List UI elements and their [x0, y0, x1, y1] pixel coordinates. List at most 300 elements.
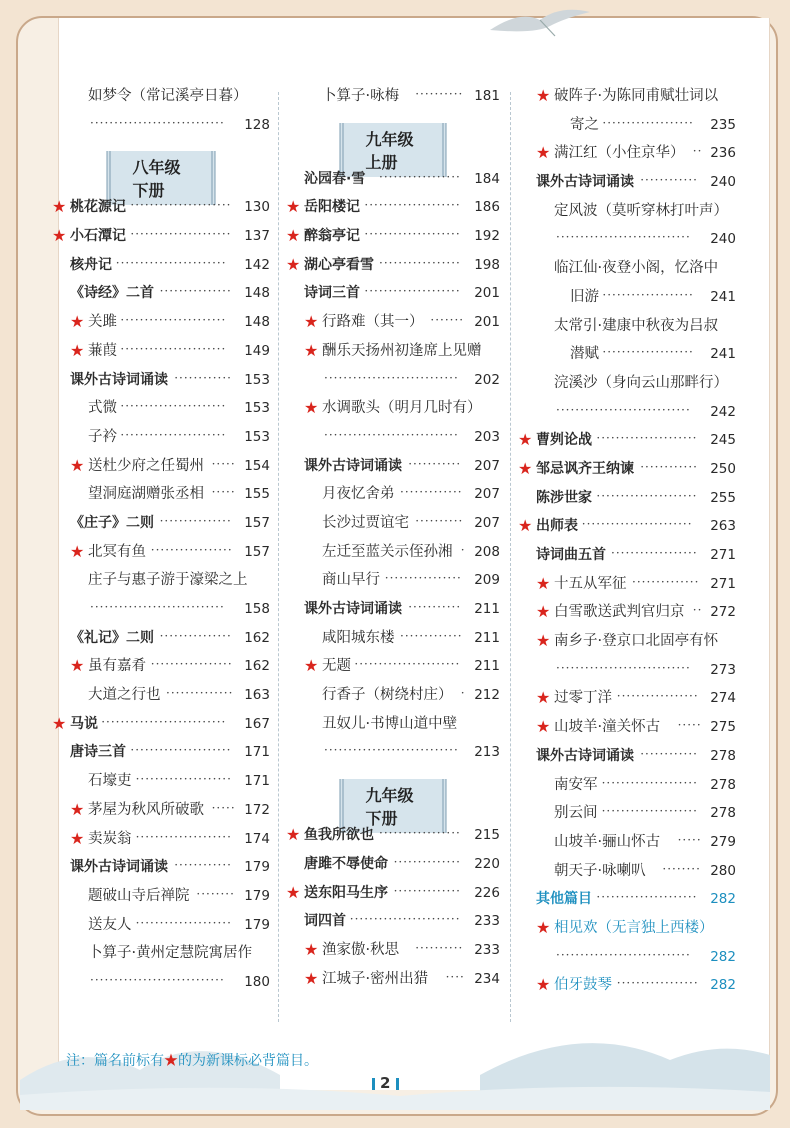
toc-entry-page: 271 [710, 575, 736, 592]
star-icon: ★ [304, 939, 319, 959]
star-icon: ★ [286, 825, 301, 845]
toc-entry[interactable] [52, 111, 270, 140]
toc-entry[interactable] [286, 710, 500, 739]
toc-entry[interactable] [286, 738, 500, 767]
toc-entry[interactable] [518, 312, 736, 341]
star-icon: ★ [286, 882, 301, 902]
toc-entry[interactable] [52, 681, 270, 710]
toc-entry[interactable] [518, 283, 736, 312]
toc-entry-title: 临江仙·夜登小阁，忆洛中 [554, 260, 719, 277]
leader-dots: ················· [379, 826, 461, 841]
toc-entry[interactable] [518, 340, 736, 369]
toc-entry[interactable] [518, 914, 736, 943]
toc-entry-page: 273 [710, 661, 736, 678]
section-banner [52, 145, 270, 201]
toc-entry[interactable] [286, 965, 500, 994]
toc-entry[interactable] [286, 538, 500, 567]
leader-dots: ··············· [159, 513, 232, 528]
section-banner [286, 117, 500, 172]
footer-note-prefix: 注：篇名前标有 [66, 1053, 164, 1069]
toc-entry[interactable] [52, 251, 270, 280]
toc-entry-page: 282 [710, 948, 736, 965]
toc-entry-page: 234 [474, 970, 500, 987]
toc-entry-page: 278 [710, 747, 736, 764]
toc-entry[interactable] [52, 279, 270, 308]
toc-entry-title: 月夜忆舍弟 [322, 486, 395, 503]
toc-entry-title: 核舟记 [70, 256, 112, 273]
star-icon: ★ [304, 656, 319, 676]
leader-dots: ················· [150, 542, 233, 557]
toc-entry-title: 长沙过贾谊宅 [322, 514, 409, 531]
toc-entry-title: 送友人 [88, 916, 132, 933]
toc-entry-title: 岳阳楼记 [304, 199, 360, 216]
toc-entry-title: 送杜少府之任蜀州 [88, 457, 204, 474]
toc-entry-title: 卖炭翁 [88, 830, 132, 847]
star-icon: ★ [536, 143, 551, 163]
toc-entry[interactable] [286, 193, 500, 222]
toc-entry-page: 179 [244, 859, 270, 876]
toc-entry-title: 山坡羊·骊山怀古 [554, 833, 661, 850]
page-number-bar-right [396, 1078, 399, 1090]
leader-dots: ················ [384, 571, 462, 586]
toc-entry-page: 263 [710, 518, 736, 535]
leader-dots: ··········· [408, 456, 462, 471]
star-icon: ★ [536, 688, 551, 708]
toc-entry[interactable] [518, 369, 736, 398]
toc-entry[interactable] [286, 423, 500, 452]
star-icon: ★ [536, 975, 551, 995]
footer-note-suffix: 的为新课标必背篇目。 [178, 1053, 318, 1069]
toc-entry-page: 171 [244, 773, 270, 790]
toc-entry-page: 208 [474, 543, 500, 560]
leader-dots: ···················· [364, 227, 461, 242]
toc-entry-page: 212 [474, 687, 500, 704]
toc-entry[interactable] [52, 738, 270, 767]
toc-entry[interactable] [52, 222, 270, 251]
star-icon: ★ [164, 1053, 178, 1069]
toc-entry[interactable] [286, 624, 500, 653]
toc-entry-title: 商山早行 [322, 572, 380, 589]
leader-dots: ······················· [115, 255, 227, 270]
toc-entry-title: 过零丁洋 [554, 690, 612, 707]
toc-entry-page: 186 [474, 199, 500, 216]
leader-dots: ·········· [415, 87, 464, 101]
toc-entry-title: 石壕吏 [88, 773, 132, 790]
toc-entry-title: 满江红（小住京华） [554, 145, 685, 162]
toc-entry-page: 137 [244, 228, 270, 245]
toc-entry[interactable] [52, 366, 270, 395]
toc-entry[interactable] [52, 796, 270, 825]
toc-entry-page: 220 [474, 855, 500, 872]
leader-dots: ················· [616, 976, 699, 991]
toc-entry-title: 湖心亭看雪 [304, 256, 374, 273]
leader-dots: ···················· [601, 804, 698, 819]
toc-entry-page: 279 [710, 833, 736, 850]
toc-entry-page: 157 [244, 514, 270, 531]
toc-entry-page: 179 [244, 916, 270, 933]
toc-entry[interactable] [286, 337, 500, 366]
toc-entry-page: 179 [244, 887, 270, 904]
toc-entry[interactable] [52, 308, 270, 337]
star-icon: ★ [70, 828, 85, 848]
toc-entry[interactable] [518, 656, 736, 685]
toc-entry-title: 无题 [322, 658, 351, 675]
toc-entry-title: 南乡子·登京口北固亭有怀 [554, 633, 719, 650]
toc-entry-page: 162 [244, 629, 270, 646]
leader-dots: ······················· [349, 912, 461, 927]
toc-entry[interactable] [52, 710, 270, 739]
leader-dots: ·········· [415, 513, 464, 528]
toc-entry-title: 相见欢（无言独上西楼） [554, 919, 714, 936]
toc-entry[interactable] [52, 882, 270, 911]
leader-dots: ········ [662, 861, 701, 876]
toc-entry[interactable] [518, 168, 736, 197]
toc-entry[interactable] [518, 254, 736, 283]
leader-dots: ······················· [581, 517, 693, 532]
toc-entry[interactable] [518, 111, 736, 140]
leader-dots: ··················· [602, 345, 694, 360]
toc-entry[interactable] [286, 366, 500, 395]
toc-entry[interactable] [286, 879, 500, 908]
toc-entry-page: 202 [474, 371, 500, 388]
toc-entry[interactable] [518, 197, 736, 226]
toc-entry[interactable] [518, 742, 736, 771]
toc-entry[interactable] [286, 509, 500, 538]
leader-dots: ·· [692, 144, 703, 159]
toc-entry[interactable] [286, 681, 500, 710]
toc-entry-page: 211 [474, 629, 500, 646]
toc-entry-title: 题破山寺后禅院 [88, 887, 190, 904]
toc-entry[interactable] [52, 939, 270, 968]
toc-entry-page: 209 [474, 572, 500, 589]
toc-entry-title: 十五从军征 [554, 575, 627, 592]
leader-dots: ··················· [602, 287, 694, 302]
star-icon: ★ [70, 799, 85, 819]
toc-entry-page: 207 [474, 457, 500, 474]
toc-entry-page: 271 [710, 547, 736, 563]
toc-entry[interactable] [52, 911, 270, 940]
leader-dots: ····· [677, 832, 702, 847]
toc-entry[interactable] [286, 595, 500, 624]
star-icon: ★ [52, 197, 67, 217]
toc-entry-title: 山坡羊·潼关怀古 [554, 719, 661, 736]
toc-entry-title: 送东阳马生序 [304, 884, 388, 901]
toc-entry[interactable] [286, 251, 500, 280]
toc-entry-title: 沁园春·雪 [304, 170, 366, 187]
star-icon: ★ [536, 717, 551, 737]
toc-entry[interactable] [518, 943, 736, 972]
leader-dots: ····················· [130, 227, 232, 242]
toc-entry[interactable] [518, 225, 736, 254]
toc-entry[interactable] [518, 857, 736, 886]
toc-entry-title: 酬乐天扬州初逢席上见赠 [322, 342, 482, 359]
leader-dots: ···· [445, 969, 465, 984]
toc-entry[interactable] [518, 828, 736, 857]
star-icon: ★ [52, 226, 67, 246]
toc-entry-title: 定风波（莫听穿林打叶声） [554, 202, 728, 219]
leader-dots: ····· [211, 485, 236, 500]
toc-entry-title: 庄子与惠子游于濠梁之上 [88, 572, 248, 589]
toc-entry-page: 233 [474, 941, 500, 958]
leader-dots: ····················· [130, 198, 232, 213]
leader-dots: ······················ [354, 657, 461, 672]
leader-dots: ···························· [90, 600, 225, 614]
toc-entry-page: 130 [244, 199, 270, 216]
star-icon: ★ [70, 455, 85, 475]
leader-dots: ············· [400, 628, 463, 643]
page-number: 2 [380, 1074, 391, 1092]
star-icon: ★ [536, 573, 551, 593]
toc-entry[interactable] [52, 394, 270, 423]
toc-entry-title: 左迁至蓝关示侄孙湘 [322, 543, 453, 560]
star-icon: ★ [536, 602, 551, 622]
toc-entry-page: 255 [710, 489, 736, 506]
toc-entry[interactable] [52, 968, 270, 997]
toc-entry-page: 163 [244, 687, 270, 704]
toc-entry[interactable] [286, 82, 500, 111]
toc-entry[interactable] [52, 624, 270, 653]
toc-entry-title: 南安军 [554, 776, 598, 793]
toc-entry-title: 潜赋 [570, 346, 599, 363]
toc-entry[interactable] [52, 652, 270, 681]
toc-entry-page: 241 [710, 346, 736, 363]
toc-entry-title: 卜算子·黄州定慧院寓居作 [88, 945, 253, 962]
toc-entry[interactable] [518, 627, 736, 656]
toc-entry[interactable] [286, 936, 500, 965]
star-icon: ★ [518, 516, 533, 536]
toc-entry[interactable] [286, 222, 500, 251]
toc-entry-title: 醉翁亭记 [304, 228, 360, 245]
leader-dots: ······· [430, 313, 465, 328]
toc-entry[interactable] [52, 825, 270, 854]
toc-column-2 [286, 82, 500, 993]
toc-entry-title: 唐诗三首 [70, 744, 126, 761]
leader-dots: ···························· [556, 660, 691, 675]
toc-entry-page: 250 [710, 460, 736, 477]
toc-entry-title: 伯牙鼓琴 [554, 977, 612, 994]
footer-note [66, 1050, 318, 1070]
toc-entry[interactable] [518, 484, 736, 513]
toc-entry-page: 245 [710, 432, 736, 449]
toc-entry-page: 236 [710, 145, 736, 162]
toc-entry[interactable] [286, 308, 500, 337]
toc-entry-title: 邹忌讽齐王纳谏 [536, 460, 634, 477]
toc-entry-title: 《庄子》二则 [70, 514, 154, 531]
toc-entry-title: 课外古诗词诵读 [536, 174, 634, 191]
toc-entry-page: 162 [244, 658, 270, 675]
toc-entry-title: 卜算子·咏梅 [322, 88, 400, 104]
toc-entry-page: 274 [710, 690, 736, 707]
toc-entry-page: 282 [710, 891, 736, 908]
toc-entry[interactable] [518, 398, 736, 427]
toc-entry-title: 唐雎不辱使命 [304, 855, 388, 872]
toc-entry-title: 小石潭记 [70, 228, 126, 245]
toc-entry[interactable] [286, 907, 500, 936]
star-icon: ★ [518, 458, 533, 478]
toc-entry-title: 咸阳城东楼 [322, 629, 395, 646]
toc-entry-title: 课外古诗词诵读 [70, 371, 168, 388]
toc-entry-page: 282 [710, 977, 736, 994]
toc-entry[interactable] [52, 337, 270, 366]
leader-dots: ···························· [556, 947, 691, 962]
star-icon: ★ [536, 917, 551, 937]
toc-entry-page: 241 [710, 288, 736, 305]
toc-entry[interactable] [286, 452, 500, 481]
toc-entry[interactable] [52, 538, 270, 567]
leader-dots: ··················· [602, 115, 694, 130]
leader-dots: ············· [400, 485, 463, 500]
leader-dots: ············ [640, 459, 698, 474]
toc-entry-title: 白雪歌送武判官归京 [554, 604, 685, 621]
toc-entry[interactable] [52, 452, 270, 481]
star-icon: ★ [70, 312, 85, 332]
leader-dots: ······················ [120, 427, 227, 442]
toc-entry-title: 破阵子·为陈同甫赋壮词以 [554, 88, 719, 104]
leader-dots: ···························· [90, 115, 225, 130]
toc-entry[interactable] [286, 480, 500, 509]
toc-entry-page: 226 [474, 884, 500, 901]
toc-entry[interactable] [286, 566, 500, 595]
toc-entry[interactable] [286, 652, 500, 681]
toc-entry-title: 马说 [70, 715, 98, 732]
toc-entry[interactable] [52, 480, 270, 509]
toc-entry[interactable] [518, 139, 736, 168]
toc-entry-title: 旧游 [570, 288, 599, 305]
toc-entry[interactable] [52, 509, 270, 538]
toc-entry[interactable] [52, 193, 270, 222]
toc-entry[interactable] [518, 885, 736, 914]
toc-entry-title: 曹刿论战 [536, 432, 592, 449]
star-icon: ★ [536, 631, 551, 651]
toc-entry-page: 211 [474, 658, 500, 675]
toc-entry-page: 149 [244, 342, 270, 359]
toc-entry-page: 148 [244, 285, 270, 302]
toc-entry-page: 278 [710, 776, 736, 793]
toc-entry[interactable] [52, 595, 270, 624]
toc-entry-page: 171 [244, 744, 270, 761]
toc-entry-title: 大道之行也 [88, 687, 161, 704]
toc-entry-title: 北冥有鱼 [88, 543, 146, 560]
star-icon: ★ [286, 226, 301, 246]
toc-entry[interactable] [518, 82, 736, 111]
toc-entry-page: 198 [474, 256, 500, 273]
toc-entry-page: 155 [244, 486, 270, 503]
toc-entry[interactable] [518, 598, 736, 627]
star-icon: ★ [304, 968, 319, 988]
toc-entry-title: 《诗经》二首 [70, 285, 154, 302]
toc-entry[interactable] [286, 821, 500, 850]
toc-entry-title: 出师表 [536, 518, 578, 535]
toc-entry-title: 太常引·建康中秋夜为吕叔 [554, 317, 719, 334]
toc-entry-page: 242 [710, 403, 736, 420]
toc-entry[interactable] [518, 971, 736, 1000]
toc-entry[interactable] [286, 165, 500, 194]
toc-entry[interactable] [52, 423, 270, 452]
toc-entry-page: 203 [474, 428, 500, 445]
toc-entry[interactable] [518, 684, 736, 713]
toc-entry[interactable] [286, 850, 500, 879]
toc-entry[interactable] [518, 541, 736, 570]
star-icon: ★ [286, 254, 301, 274]
leader-dots: ············ [174, 858, 232, 873]
leader-dots: ···················· [135, 772, 232, 787]
leader-dots: ··············· [159, 628, 232, 643]
leader-dots: ···················· [364, 198, 461, 213]
toc-entry[interactable] [518, 570, 736, 599]
toc-entry[interactable] [518, 799, 736, 828]
toc-entry[interactable] [518, 713, 736, 742]
toc-entry-title: 式微 [88, 400, 117, 417]
toc-entry[interactable] [286, 394, 500, 423]
toc-entry-title: 寄之 [570, 116, 599, 133]
toc-entry-page: 207 [474, 486, 500, 503]
toc-entry[interactable] [52, 767, 270, 796]
toc-column-1 [52, 82, 270, 997]
toc-entry-title: 茅屋为秋风所破歌 [88, 801, 204, 818]
toc-entry-title: 课外古诗词诵读 [70, 859, 168, 876]
toc-entry-page: 201 [474, 314, 500, 331]
leader-dots: ····················· [596, 488, 698, 503]
toc-entry-page: 172 [244, 801, 270, 818]
toc-entry-title: 鱼我所欲也 [304, 827, 374, 844]
toc-entry[interactable] [52, 853, 270, 882]
toc-entry-page: 180 [244, 973, 270, 990]
column-divider-2 [510, 92, 511, 1022]
toc-entry[interactable] [52, 82, 270, 111]
toc-entry-page: 157 [244, 543, 270, 560]
toc-entry[interactable] [286, 279, 500, 308]
toc-entry[interactable] [518, 455, 736, 484]
toc-entry-page: 240 [710, 231, 736, 248]
toc-entry[interactable] [518, 426, 736, 455]
star-icon: ★ [518, 430, 533, 450]
leader-dots: ····· [211, 456, 236, 471]
leader-dots: ···························· [324, 370, 459, 385]
toc-entry-page: 233 [474, 913, 500, 930]
toc-entry-page: 174 [244, 830, 270, 847]
leader-dots: ············ [174, 370, 232, 385]
toc-entry-page: 235 [710, 116, 736, 133]
star-icon: ★ [286, 197, 301, 217]
leader-dots: ···················· [135, 829, 232, 844]
toc-entry[interactable] [518, 512, 736, 541]
toc-entry-page: 280 [710, 862, 736, 879]
toc-entry-page: 148 [244, 314, 270, 331]
toc-entry[interactable] [518, 771, 736, 800]
toc-entry-title: 陈涉世家 [536, 489, 592, 506]
toc-entry-title: 行路难（其一） [322, 314, 424, 331]
leader-dots: ···························· [324, 743, 459, 758]
toc-entry-title: 课外古诗词诵读 [536, 747, 634, 764]
leader-dots: ·················· [611, 546, 698, 560]
leader-dots: ···················· [364, 284, 461, 299]
toc-entry-page: 272 [710, 604, 736, 621]
leader-dots: ·············· [393, 883, 461, 898]
section-banner-label: 八年级下册 [107, 151, 216, 205]
leader-dots: ······················ [120, 341, 227, 356]
toc-entry-page: 128 [244, 116, 270, 133]
toc-entry[interactable] [52, 566, 270, 595]
toc-entry-title: 朝天子·咏喇叭 [554, 862, 646, 879]
section-banner-label: 九年级上册 [340, 123, 447, 177]
toc-entry-title: 诗词三首 [304, 285, 360, 302]
star-icon: ★ [304, 398, 319, 418]
section-banner [286, 773, 500, 829]
leader-dots: ·············· [166, 686, 234, 701]
toc-entry-page: 215 [474, 827, 500, 844]
crane-illustration [480, 0, 600, 40]
star-icon: ★ [536, 86, 551, 105]
